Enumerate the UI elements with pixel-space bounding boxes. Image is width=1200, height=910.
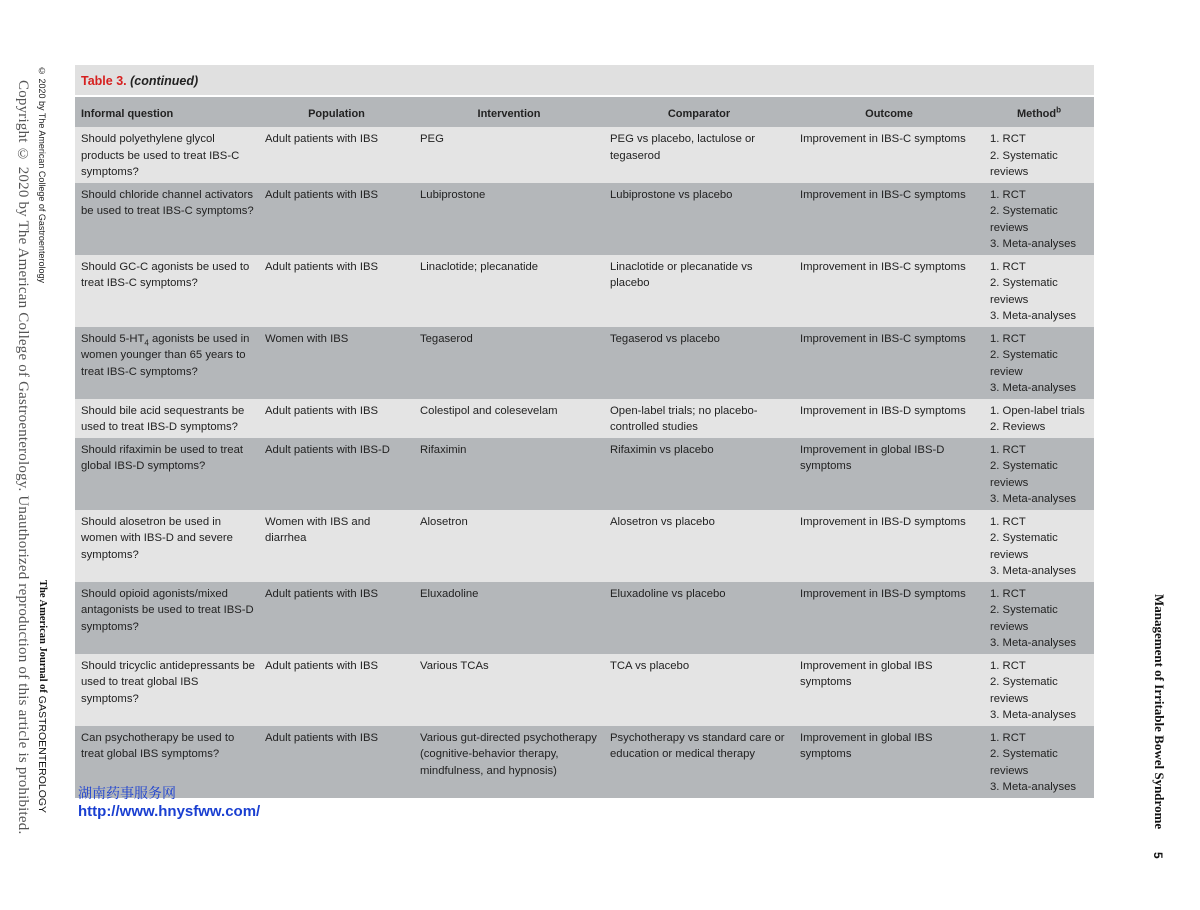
cell-question: Should opioid agonists/mixed antagonists be used to treat IBS-D symptoms? (75, 582, 259, 654)
cell-intervention: PEG (414, 127, 604, 183)
method-item: 2. Systematic reviews (990, 149, 1058, 178)
cell-population: Adult patients with IBS (259, 183, 414, 255)
method-item: 3. Meta-analyses (990, 781, 1077, 793)
copyright-small: © 2020 by The American College of Gastroenterology (37, 66, 47, 283)
method-item: 1. RCT (990, 587, 1026, 600)
cell-intervention: Various gut-directed psychotherapy (cognitive-behavior therapy, mindfulness, and hypnosis) (414, 726, 604, 798)
method-item: 2. Systematic reviews (990, 532, 1058, 561)
journal-name (32, 580, 48, 830)
cell-outcome: Improvement in IBS-D symptoms (794, 510, 984, 582)
cell-method (984, 127, 1094, 183)
cell-method (984, 183, 1094, 255)
method-item: 1. RCT (990, 515, 1026, 528)
header-population: Population (259, 97, 414, 127)
cell-population: Adult patients with IBS (259, 127, 414, 183)
cell-method (984, 654, 1094, 726)
cell-question: Should GC-C agonists be used to treat IBS-C symptoms? (75, 255, 259, 327)
method-item: 2. Systematic reviews (990, 676, 1058, 705)
cell-population: Adult patients with IBS (259, 582, 414, 654)
method-item: 3. Meta-analyses (990, 637, 1077, 649)
cell-intervention: Colestipol and colesevelam (414, 399, 604, 438)
method-item: 3. Meta-analyses (990, 565, 1077, 577)
table-continued: (continued) (130, 74, 199, 88)
method-item: 3. Meta-analyses (990, 709, 1077, 721)
table-body (75, 127, 1094, 798)
cell-comparator: Open-label trials; no placebo-controlled studies (604, 399, 794, 438)
cell-comparator: TCA vs placebo (604, 654, 794, 726)
cell-comparator: Eluxadoline vs placebo (604, 582, 794, 654)
cell-outcome: Improvement in IBS-C symptoms (794, 127, 984, 183)
table-row (75, 510, 1094, 582)
cell-population: Adult patients with IBS (259, 399, 414, 438)
method-item: 2. Systematic reviews (990, 277, 1058, 306)
header-method-footnote: b (1056, 105, 1061, 115)
method-item: 1. Open-label trials (990, 404, 1085, 417)
cell-method (984, 327, 1094, 399)
cell-comparator: Linaclotide or plecanatide vs placebo (604, 255, 794, 327)
table-row (75, 399, 1094, 438)
cell-question: Should tricyclic antidepressants be used to treat global IBS symptoms? (75, 654, 259, 726)
table-3 (75, 65, 1094, 798)
cell-method (984, 399, 1094, 438)
watermark-url[interactable]: http://www.hnysfww.com/ (78, 803, 261, 820)
cell-comparator: PEG vs placebo, lactulose or tegaserod (604, 127, 794, 183)
cell-method (984, 510, 1094, 582)
method-item: 2. Reviews (990, 421, 1046, 433)
cell-question: Can psychotherapy be used to treat global IBS symptoms? (75, 726, 259, 798)
method-item: 2. Systematic reviews (990, 205, 1058, 234)
method-item: 1. RCT (990, 188, 1026, 201)
running-title: Management of Irritable Bowel Syndrome (1152, 594, 1167, 830)
table-row (75, 183, 1094, 255)
cell-method (984, 255, 1094, 327)
method-item: 2. Systematic reviews (990, 460, 1058, 489)
cell-comparator: Psychotherapy vs standard care or education or medical therapy (604, 726, 794, 798)
header-method-label: Method (1017, 107, 1057, 120)
cell-comparator: Lubiprostone vs placebo (604, 183, 794, 255)
cell-outcome: Improvement in IBS-C symptoms (794, 327, 984, 399)
cell-question: Should polyethylene glycol products be used to treat IBS-C symptoms? (75, 127, 259, 183)
cell-intervention: Various TCAs (414, 654, 604, 726)
method-item: 1. RCT (990, 332, 1026, 345)
method-item: 3. Meta-analyses (990, 493, 1077, 505)
method-item: 1. RCT (990, 133, 1026, 145)
cell-question: Should alosetron be used in women with IBS-D and severe symptoms? (75, 510, 259, 582)
method-item: 2. Systematic review (990, 349, 1058, 378)
data-table (75, 97, 1094, 798)
cell-question: Should rifaximin be used to treat global IBS-D symptoms? (75, 438, 259, 510)
table-row (75, 654, 1094, 726)
question-text-pre: Should 5-HT (81, 332, 145, 345)
cell-population: Adult patients with IBS (259, 255, 414, 327)
method-item: 3. Meta-analyses (990, 238, 1077, 250)
cell-method (984, 438, 1094, 510)
cell-question: Should bile acid sequestrants be used to treat IBS-D symptoms? (75, 399, 259, 438)
table-row (75, 438, 1094, 510)
cell-population: Adult patients with IBS (259, 726, 414, 798)
watermark (78, 786, 260, 821)
question-subscript: 4 (144, 337, 149, 347)
cell-intervention: Linaclotide; plecanatide (414, 255, 604, 327)
cell-intervention: Lubiprostone (414, 183, 604, 255)
method-item: 3. Meta-analyses (990, 382, 1077, 394)
cell-population: Women with IBS (259, 327, 414, 399)
cell-population: Women with IBS and diarrhea (259, 510, 414, 582)
cell-outcome: Improvement in IBS-C symptoms (794, 255, 984, 327)
cell-outcome: Improvement in IBS-D symptoms (794, 582, 984, 654)
method-item: 1. RCT (990, 731, 1026, 744)
cell-population: Adult patients with IBS-D (259, 438, 414, 510)
cell-comparator: Alosetron vs placebo (604, 510, 794, 582)
cell-intervention: Alosetron (414, 510, 604, 582)
journal-title: GASTROENTEROLOGY (36, 695, 48, 814)
cell-outcome: Improvement in global IBS symptoms (794, 654, 984, 726)
table-header-row (75, 97, 1094, 127)
table-row (75, 327, 1094, 399)
method-item: 2. Systematic reviews (990, 604, 1058, 633)
cell-comparator: Rifaximin vs placebo (604, 438, 794, 510)
cell-method (984, 582, 1094, 654)
method-item: 3. Meta-analyses (990, 310, 1077, 322)
cell-population: Adult patients with IBS (259, 654, 414, 726)
header-informal-question: Informal question (75, 97, 259, 127)
header-outcome: Outcome (794, 97, 984, 127)
table-caption (75, 65, 1094, 97)
table-row (75, 582, 1094, 654)
method-item: 1. RCT (990, 260, 1026, 273)
watermark-chinese: 湖南药事服务网 (78, 786, 176, 802)
header-comparator: Comparator (604, 97, 794, 127)
cell-outcome: Improvement in global IBS-D symptoms (794, 438, 984, 510)
cell-intervention: Rifaximin (414, 438, 604, 510)
cell-method (984, 726, 1094, 798)
table-row (75, 127, 1094, 183)
method-item: 2. Systematic reviews (990, 748, 1058, 777)
cell-comparator: Tegaserod vs placebo (604, 327, 794, 399)
header-intervention: Intervention (414, 97, 604, 127)
table-label: Table 3. (81, 74, 127, 88)
copyright-notice: Copyright © 2020 by The American College of Gastroenterology. Unauthorized reproduction of this article is prohibited. (15, 80, 31, 835)
cell-intervention: Eluxadoline (414, 582, 604, 654)
method-item: 1. RCT (990, 443, 1026, 456)
cell-intervention: Tegaserod (414, 327, 604, 399)
method-item: 1. RCT (990, 659, 1026, 672)
question-text-post: agonists be used in women younger than 65 years to treat IBS-C symptoms? (81, 332, 250, 378)
page-number: 5 (1151, 852, 1165, 859)
cell-outcome: Improvement in global IBS symptoms (794, 726, 984, 798)
cell-question (75, 327, 259, 399)
cell-question: Should chloride channel activators be used to treat IBS-C symptoms? (75, 183, 259, 255)
table-row (75, 255, 1094, 327)
cell-outcome: Improvement in IBS-C symptoms (794, 183, 984, 255)
cell-outcome: Improvement in IBS-D symptoms (794, 399, 984, 438)
header-method (984, 97, 1094, 127)
journal-prefix: The American Journal of (37, 580, 48, 693)
